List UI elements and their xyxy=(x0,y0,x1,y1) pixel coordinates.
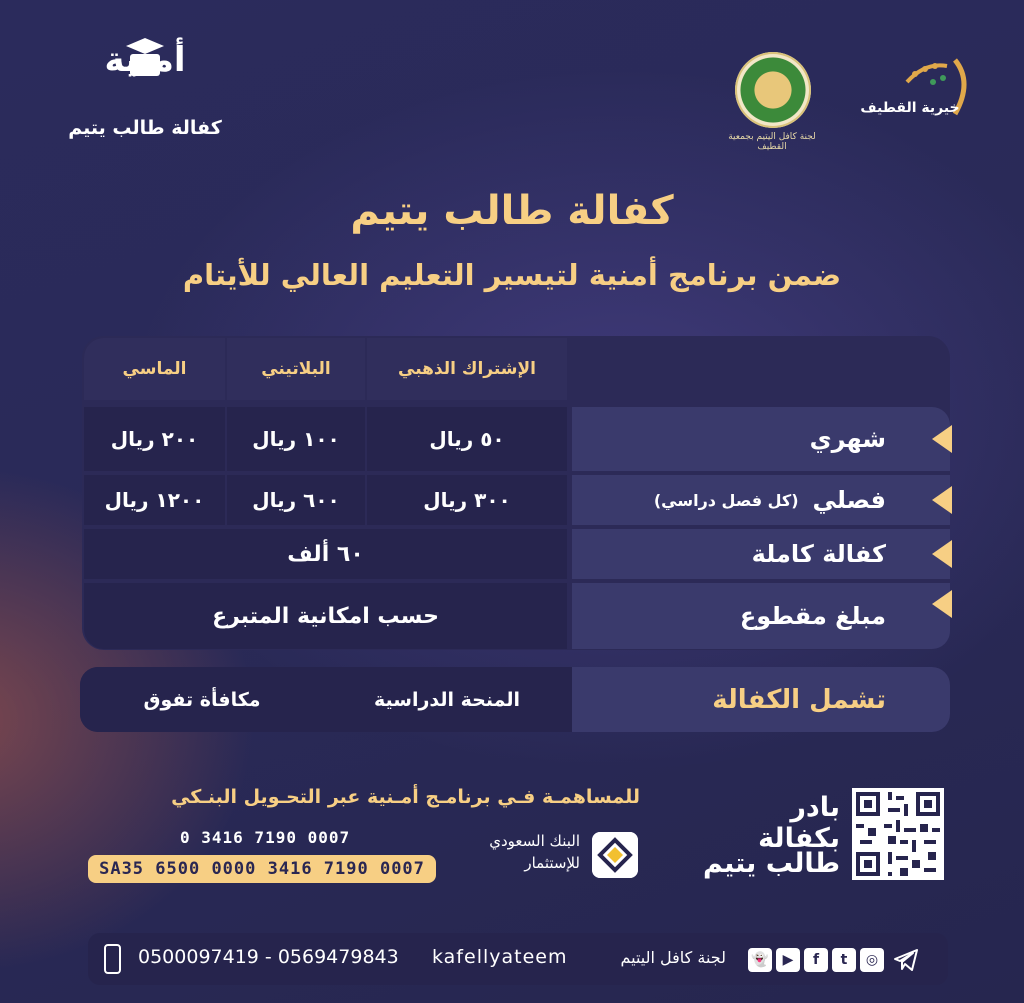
twitter-icon[interactable]: t xyxy=(832,948,856,972)
includes-excellence-bonus: مكافأة تفوق xyxy=(80,667,324,732)
arrow-icon xyxy=(932,425,952,453)
emblem-caption: لجنة كافل اليتيم بجمعية القطيف xyxy=(728,132,816,152)
row-label-text: كفالة كاملة xyxy=(751,540,886,568)
omnia-wordmark: أمنية xyxy=(104,40,186,80)
arrow-icon xyxy=(932,486,952,514)
lump-sum-value: حسب امكانية المتبرع xyxy=(84,583,567,649)
header-platinum: البلاتيني xyxy=(227,338,365,400)
row-label-text: مبلغ مقطوع xyxy=(739,602,886,630)
row-label-text: فصلي xyxy=(812,486,886,514)
header-gold: الإشتراك الذهبي xyxy=(367,338,567,400)
row-label-lump xyxy=(572,583,950,649)
telegram-icon[interactable] xyxy=(893,948,919,972)
social-handle[interactable]: kafellyateem xyxy=(432,946,568,968)
omnia-subtitle: كفالة طالب يتيم xyxy=(68,117,222,139)
row-label-monthly xyxy=(572,407,950,471)
bank-name-line-1: البنك السعودي xyxy=(489,832,580,850)
bank-name xyxy=(440,830,580,874)
cta-line-1: بادر بكفالة xyxy=(758,792,840,854)
main-title: كفالة طالب يتيم xyxy=(350,188,674,234)
monthly-gold: ٥٠ ريال xyxy=(367,407,567,471)
row-label-full xyxy=(572,529,950,579)
includes-scholarship: المنحة الدراسية xyxy=(326,667,568,732)
phone-numbers[interactable]: 0500097419 - 0569479843 xyxy=(138,946,399,968)
monthly-diamond: ٢٠٠ ريال xyxy=(84,407,225,471)
iban-number[interactable]: SA35 6500 0000 3416 7190 0007 xyxy=(88,855,436,883)
mobile-phone-icon xyxy=(104,944,121,974)
arrow-icon xyxy=(932,590,952,618)
qr-code-icon[interactable] xyxy=(852,788,944,880)
cta-line-2: طالب يتيم xyxy=(702,848,840,879)
monthly-platinum: ١٠٠ ريال xyxy=(227,407,365,471)
bank-transfer-text: للمساهمـة فـي برنامـج أمـنية عبر التحـويل البنـكي xyxy=(171,786,640,808)
bank-logo-icon xyxy=(592,832,638,878)
row-label-semester xyxy=(572,475,950,525)
includes-label: تشمل الكفالة xyxy=(572,667,950,732)
header-diamond: الماسي xyxy=(84,338,225,400)
semester-diamond: ١٢٠٠ ريال xyxy=(84,475,225,525)
committee-emblem-icon xyxy=(735,52,811,128)
snapchat-icon[interactable]: 👻 xyxy=(748,948,772,972)
qatif-charity-name: خيرية القطيف xyxy=(860,100,960,116)
youtube-icon[interactable]: ▶ xyxy=(776,948,800,972)
committee-name: لجنة كافل اليتيم xyxy=(620,948,726,967)
facebook-icon[interactable]: f xyxy=(804,948,828,972)
arrow-icon xyxy=(932,540,952,568)
account-number[interactable]: 0 3416 7190 0007 xyxy=(180,828,351,847)
semester-gold: ٣٠٠ ريال xyxy=(367,475,567,525)
sub-title: ضمن برنامج أمنية لتيسير التعليم العالي للأيتام xyxy=(182,258,842,292)
instagram-icon[interactable]: ◎ xyxy=(860,948,884,972)
bank-name-line-2: للإستثمار xyxy=(524,854,580,872)
row-label-text: شهري xyxy=(809,425,886,453)
semester-platinum: ٦٠٠ ريال xyxy=(227,475,365,525)
full-sponsorship-value: ٦٠ ألف xyxy=(84,529,567,579)
row-label-note: (كل فصل دراسي) xyxy=(653,490,799,510)
